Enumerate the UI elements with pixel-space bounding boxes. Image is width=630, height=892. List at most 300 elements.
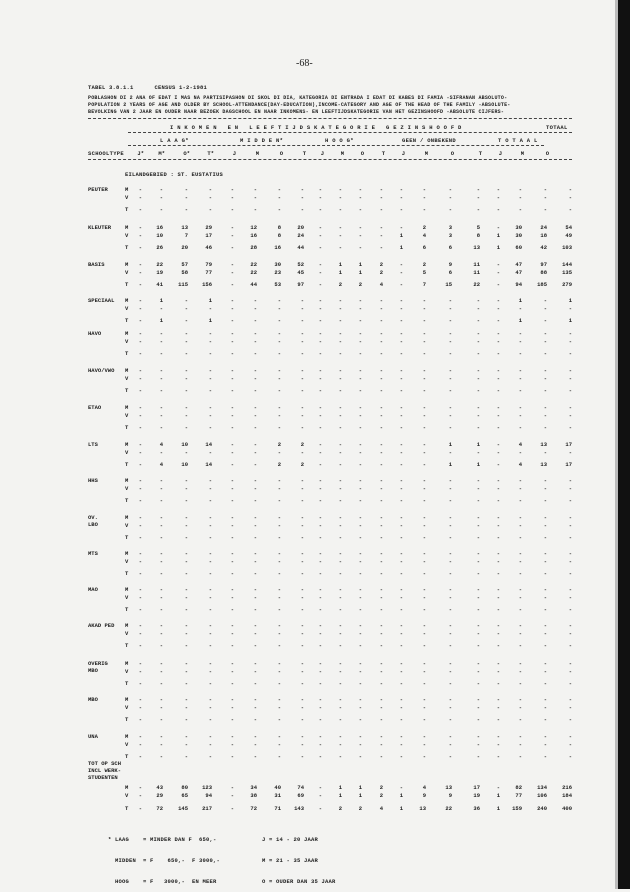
table-title: TABEL 3.8.1.1 CENSUS 1-2-1981	[88, 84, 208, 91]
table-cell: -	[568, 606, 572, 613]
table-cell: 2	[338, 281, 342, 288]
table-cell: -	[230, 338, 234, 345]
table-cell: 47	[515, 261, 522, 268]
table-cell: -	[338, 338, 342, 345]
table-cell: -	[277, 534, 281, 541]
table-cell: -	[496, 514, 500, 521]
table-cell: -	[568, 305, 572, 312]
table-cell: -	[568, 330, 572, 337]
sex-code-v: V	[125, 522, 129, 529]
table-cell: 4	[422, 232, 426, 239]
table-cell: -	[300, 449, 304, 456]
table-cell: -	[496, 404, 500, 411]
table-cell: -	[496, 550, 500, 557]
table-cell: -	[338, 367, 342, 374]
sex-code-m: M	[125, 514, 129, 521]
table-cell: -	[543, 716, 547, 723]
table-cell: -	[253, 186, 257, 193]
table-cell: -	[543, 741, 547, 748]
table-cell: -	[496, 317, 500, 324]
table-cell: -	[208, 680, 212, 687]
table-cell: -	[253, 716, 257, 723]
table-cell: -	[518, 449, 522, 456]
table-cell: -	[277, 424, 281, 431]
table-cell: -	[184, 594, 188, 601]
table-cell: -	[399, 441, 403, 448]
table-cell: -	[496, 680, 500, 687]
table-cell: -	[138, 297, 142, 304]
table-cell: -	[379, 570, 383, 577]
table-cell: -	[300, 668, 304, 675]
table-cell: -	[230, 668, 234, 675]
table-cell: -	[208, 606, 212, 613]
table-cell: -	[318, 514, 322, 521]
table-cell: -	[138, 477, 142, 484]
table-cell: 1	[476, 441, 480, 448]
table-cell: -	[338, 404, 342, 411]
table-cell: 24	[540, 224, 547, 231]
table-cell: -	[496, 534, 500, 541]
table-cell: -	[230, 449, 234, 456]
table-cell: -	[422, 330, 426, 337]
table-cell: -	[208, 522, 212, 529]
table-cell: -	[543, 404, 547, 411]
table-cell: -	[338, 461, 342, 468]
table-cell: -	[543, 367, 547, 374]
table-cell: -	[253, 753, 257, 760]
table-cell: -	[518, 550, 522, 557]
table-cell: -	[184, 305, 188, 312]
table-cell: -	[358, 586, 362, 593]
table-cell: -	[184, 350, 188, 357]
sex-code-m: M	[125, 622, 129, 629]
row-label-schooltype: MBO	[88, 696, 98, 703]
table-cell: -	[338, 449, 342, 456]
table-cell: -	[448, 514, 452, 521]
table-cell: 216	[562, 784, 572, 791]
table-cell: -	[543, 558, 547, 565]
table-cell: -	[338, 642, 342, 649]
table-cell: 69	[297, 792, 304, 799]
table-cell: -	[568, 350, 572, 357]
table-cell: -	[208, 412, 212, 419]
row-label-schooltype: AKAD PED	[88, 622, 115, 629]
table-cell: -	[208, 387, 212, 394]
table-cell: -	[448, 194, 452, 201]
table-cell: -	[318, 704, 322, 711]
table-cell: -	[253, 586, 257, 593]
table-cell: -	[338, 375, 342, 382]
table-cell: 3	[448, 232, 452, 239]
table-cell: -	[184, 387, 188, 394]
table-cell: -	[138, 805, 142, 812]
table-cell: -	[379, 680, 383, 687]
table-cell: -	[230, 404, 234, 411]
table-cell: -	[448, 680, 452, 687]
table-cell: -	[518, 741, 522, 748]
header-subcol: O	[360, 150, 364, 157]
table-cell: -	[568, 716, 572, 723]
table-cell: -	[318, 244, 322, 251]
table-cell: -	[338, 305, 342, 312]
table-cell: -	[230, 186, 234, 193]
table-cell: -	[568, 404, 572, 411]
table-cell: -	[338, 244, 342, 251]
table-cell: -	[230, 424, 234, 431]
table-cell: -	[230, 514, 234, 521]
table-cell: -	[476, 412, 480, 419]
header-subcol: O*	[183, 150, 190, 157]
table-cell: -	[358, 375, 362, 382]
table-cell: -	[358, 404, 362, 411]
table-cell: -	[300, 716, 304, 723]
table-cell: -	[358, 224, 362, 231]
table-cell: 184	[562, 792, 572, 799]
table-cell: -	[518, 660, 522, 667]
table-cell: -	[399, 297, 403, 304]
table-cell: -	[448, 630, 452, 637]
table-cell: -	[543, 330, 547, 337]
table-cell: -	[138, 224, 142, 231]
table-cell: 1	[208, 297, 212, 304]
table-cell: -	[358, 412, 362, 419]
table-cell: -	[358, 317, 362, 324]
table-cell: -	[448, 660, 452, 667]
table-cell: 123	[202, 784, 212, 791]
table-cell: -	[159, 404, 163, 411]
table-cell: -	[422, 194, 426, 201]
table-cell: -	[230, 350, 234, 357]
table-cell: -	[318, 558, 322, 565]
table-cell: -	[379, 338, 383, 345]
table-cell: -	[138, 261, 142, 268]
table-cell: -	[568, 704, 572, 711]
table-cell: -	[159, 412, 163, 419]
table-cell: -	[518, 622, 522, 629]
table-cell: 34	[250, 784, 257, 791]
row-label-schooltype: SPECIAAL	[88, 297, 115, 304]
table-cell: -	[518, 558, 522, 565]
table-cell: -	[379, 305, 383, 312]
table-cell: -	[399, 704, 403, 711]
table-cell: -	[300, 477, 304, 484]
table-cell: -	[448, 696, 452, 703]
sex-code-v: V	[125, 449, 129, 456]
table-cell: -	[379, 232, 383, 239]
table-cell: 28	[250, 244, 257, 251]
table-cell: -	[496, 558, 500, 565]
table-cell: -	[496, 350, 500, 357]
table-cell: -	[208, 630, 212, 637]
table-cell: -	[253, 387, 257, 394]
table-cell: -	[476, 375, 480, 382]
table-cell: -	[318, 805, 322, 812]
table-cell: -	[184, 716, 188, 723]
table-cell: -	[543, 497, 547, 504]
table-cell: -	[300, 753, 304, 760]
table-cell: -	[399, 261, 403, 268]
table-cell: -	[138, 784, 142, 791]
table-cell: -	[253, 594, 257, 601]
legend-age	[262, 822, 336, 892]
table-cell: -	[422, 733, 426, 740]
table-cell: -	[543, 412, 547, 419]
table-cell: -	[379, 367, 383, 374]
table-cell: -	[208, 753, 212, 760]
table-cell: -	[518, 716, 522, 723]
table-cell: -	[379, 642, 383, 649]
table-cell: -	[318, 485, 322, 492]
table-cell: -	[230, 194, 234, 201]
table-cell: -	[138, 449, 142, 456]
table-cell: -	[476, 570, 480, 577]
table-cell: -	[358, 660, 362, 667]
table-cell: -	[496, 704, 500, 711]
table-cell: 1	[518, 317, 522, 324]
table-cell: -	[159, 680, 163, 687]
table-cell: -	[422, 606, 426, 613]
sex-code-m: M	[125, 586, 129, 593]
sex-code-v: V	[125, 704, 129, 711]
table-cell: -	[476, 660, 480, 667]
table-cell: -	[476, 305, 480, 312]
table-cell: -	[543, 485, 547, 492]
table-cell: -	[318, 404, 322, 411]
table-cell: -	[358, 522, 362, 529]
table-cell: 4	[518, 441, 522, 448]
table-cell: 13	[540, 461, 547, 468]
table-cell: -	[338, 522, 342, 529]
table-cell: -	[568, 642, 572, 649]
table-cell: -	[422, 317, 426, 324]
region-label: EILANDGEBIED : ST. EUSTATIUS	[125, 171, 224, 178]
sex-code-m: M	[125, 733, 129, 740]
table-cell: 9	[422, 792, 426, 799]
table-cell: -	[230, 461, 234, 468]
table-cell: -	[230, 534, 234, 541]
table-cell: -	[496, 660, 500, 667]
table-cell: -	[448, 606, 452, 613]
table-cell: -	[159, 753, 163, 760]
table-cell: 29	[205, 224, 212, 231]
row-label-schooltype: PEUTER	[88, 186, 108, 193]
table-cell: -	[476, 522, 480, 529]
table-cell: -	[422, 305, 426, 312]
table-cell: -	[318, 630, 322, 637]
table-cell: -	[184, 412, 188, 419]
table-cell: -	[184, 570, 188, 577]
table-cell: -	[379, 733, 383, 740]
table-cell: -	[277, 206, 281, 213]
table-cell: -	[338, 753, 342, 760]
table-cell: -	[318, 522, 322, 529]
header-group-hoog: H O O G*	[325, 137, 354, 144]
table-cell: -	[208, 733, 212, 740]
table-cell: -	[476, 534, 480, 541]
table-cell: -	[518, 680, 522, 687]
table-cell: 2	[358, 281, 362, 288]
table-cell: -	[543, 606, 547, 613]
table-cell: -	[159, 630, 163, 637]
table-cell: 14	[205, 461, 212, 468]
table-cell: -	[300, 497, 304, 504]
table-cell: 12	[250, 224, 257, 231]
table-cell: -	[518, 594, 522, 601]
table-cell: 57	[181, 261, 188, 268]
table-cell: 19	[156, 269, 163, 276]
table-cell: -	[184, 606, 188, 613]
table-cell: -	[448, 716, 452, 723]
table-cell: -	[448, 586, 452, 593]
table-cell: 13	[419, 805, 426, 812]
table-cell: -	[230, 792, 234, 799]
table-cell: -	[159, 375, 163, 382]
table-cell: -	[230, 522, 234, 529]
table-cell: -	[230, 558, 234, 565]
table-cell: -	[277, 514, 281, 521]
table-cell: -	[138, 514, 142, 521]
table-cell: -	[543, 186, 547, 193]
table-cell: -	[277, 741, 281, 748]
table-cell: -	[358, 297, 362, 304]
table-cell: -	[184, 497, 188, 504]
table-cell: 43	[156, 784, 163, 791]
table-cell: -	[422, 622, 426, 629]
table-cell: -	[138, 206, 142, 213]
table-cell: -	[543, 305, 547, 312]
table-cell: -	[230, 206, 234, 213]
table-cell: 1	[448, 441, 452, 448]
table-cell: -	[338, 606, 342, 613]
table-cell: -	[230, 317, 234, 324]
table-cell: -	[448, 550, 452, 557]
table-cell: -	[208, 375, 212, 382]
table-cell: 22	[250, 269, 257, 276]
table-cell: 79	[205, 261, 212, 268]
table-cell: -	[543, 680, 547, 687]
table-cell: -	[496, 281, 500, 288]
table-cell: 88	[540, 269, 547, 276]
description-line: POPULATION 2 YEARS OF AGE AND OLDER BY SCHOOL-ATTENDANCE(DAY-EDUCATION),INCOME-CATEGORY AND AGE OF THE HEAD OF THE FAMILY -ABSOLUTE-	[88, 102, 511, 108]
table-cell: -	[318, 660, 322, 667]
table-cell: -	[277, 449, 281, 456]
table-cell: -	[300, 367, 304, 374]
table-cell: -	[422, 753, 426, 760]
table-cell: -	[208, 642, 212, 649]
table-cell: -	[277, 716, 281, 723]
table-cell: -	[496, 261, 500, 268]
table-cell: -	[476, 668, 480, 675]
table-cell: -	[399, 733, 403, 740]
table-cell: -	[230, 330, 234, 337]
table-cell: 49	[565, 232, 572, 239]
table-cell: -	[318, 741, 322, 748]
table-cell: -	[518, 570, 522, 577]
table-cell: -	[399, 622, 403, 629]
table-cell: -	[543, 338, 547, 345]
table-cell: -	[159, 497, 163, 504]
table-cell: -	[543, 594, 547, 601]
table-cell: -	[159, 514, 163, 521]
table-cell: -	[379, 550, 383, 557]
table-cell: -	[318, 449, 322, 456]
table-cell: -	[318, 424, 322, 431]
table-cell: -	[230, 224, 234, 231]
table-cell: -	[277, 696, 281, 703]
table-cell: -	[300, 350, 304, 357]
table-cell: -	[277, 606, 281, 613]
table-cell: -	[208, 570, 212, 577]
sex-code-t: T	[125, 281, 129, 288]
table-cell: 2	[358, 805, 362, 812]
table-cell: 1	[338, 792, 342, 799]
table-cell: 18	[540, 232, 547, 239]
table-cell: -	[230, 741, 234, 748]
table-cell: -	[422, 424, 426, 431]
table-cell: -	[496, 412, 500, 419]
table-cell: -	[422, 297, 426, 304]
table-cell: -	[568, 375, 572, 382]
table-cell: -	[300, 642, 304, 649]
table-cell: -	[230, 696, 234, 703]
table-cell: 6	[422, 244, 426, 251]
table-cell: -	[496, 186, 500, 193]
sex-code-v: V	[125, 412, 129, 419]
table-cell: -	[184, 449, 188, 456]
table-cell: -	[476, 606, 480, 613]
table-cell: -	[208, 305, 212, 312]
sex-code-v: V	[125, 668, 129, 675]
header-subcol: O	[450, 150, 454, 157]
table-cell: -	[208, 668, 212, 675]
table-cell: -	[358, 441, 362, 448]
table-cell: -	[448, 733, 452, 740]
table-cell: -	[399, 558, 403, 565]
table-cell: 2	[300, 441, 304, 448]
table-cell: 4	[379, 805, 383, 812]
table-cell: -	[184, 404, 188, 411]
table-cell: -	[568, 206, 572, 213]
table-cell: 1	[338, 784, 342, 791]
table-cell: -	[138, 497, 142, 504]
header-subcol: J	[401, 150, 405, 157]
table-cell: -	[338, 680, 342, 687]
table-cell: -	[379, 668, 383, 675]
table-cell: 1	[358, 784, 362, 791]
table-cell: 30	[274, 261, 281, 268]
table-cell: -	[338, 350, 342, 357]
row-label-schooltype: HHS	[88, 477, 98, 484]
table-cell: -	[543, 660, 547, 667]
sex-code-t: T	[125, 497, 129, 504]
table-cell: -	[318, 441, 322, 448]
table-cell: -	[277, 733, 281, 740]
sex-code-v: V	[125, 338, 129, 345]
table-cell: -	[379, 412, 383, 419]
table-cell: -	[338, 570, 342, 577]
table-cell: -	[318, 570, 322, 577]
legend-line: M = 21 - 35 JAAR	[262, 857, 319, 864]
table-cell: -	[230, 642, 234, 649]
table-cell: -	[253, 550, 257, 557]
table-cell: 60	[515, 244, 522, 251]
table-cell: -	[358, 696, 362, 703]
table-cell: 77	[515, 792, 522, 799]
table-cell: -	[338, 733, 342, 740]
table-cell: -	[138, 424, 142, 431]
table-cell: -	[159, 741, 163, 748]
header-group-geen: GEEN / ONBEKEND	[402, 137, 457, 144]
